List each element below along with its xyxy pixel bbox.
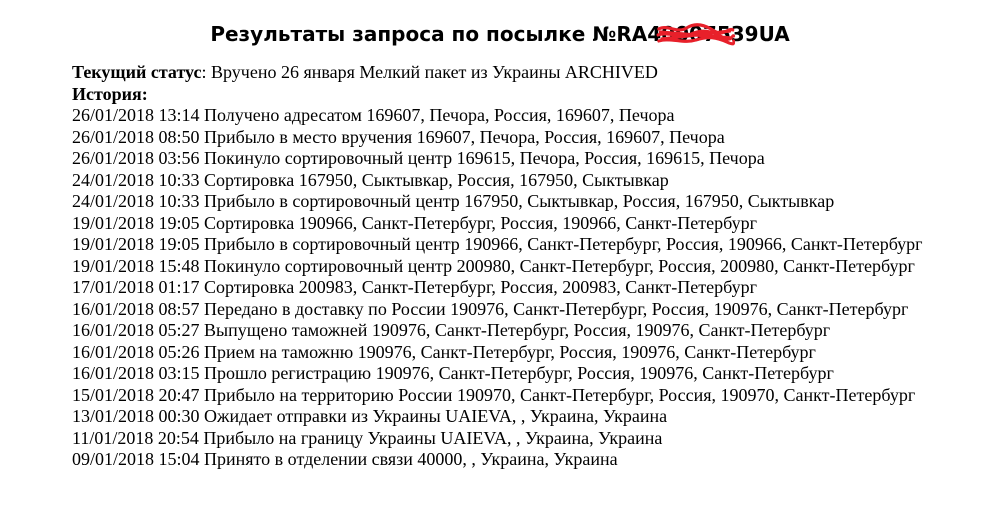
history-entry: 16/01/2018 08:57 Передано в доставку по России 190976, Санкт-Петербург, Россия, 190976, Санкт-Петербург (72, 298, 909, 319)
history-entry: 26/01/2018 08:50 Прибыло в место вручения 169607, Печора, Россия, 169607, Печора (72, 126, 725, 147)
history-entry: 26/01/2018 13:14 Получено адресатом 169607, Печора, Россия, 169607, Печора (72, 105, 675, 125)
page-title (0, 20, 1000, 48)
title-suffix: 39UA (730, 22, 790, 46)
history-entry: 15/01/2018 20:47 Прибыло на территорию России 190970, Санкт-Петербург, Россия, 190970, Санкт-Петербург (72, 384, 916, 405)
redacted-tracking-digits (661, 20, 731, 48)
red-scribble-redaction (657, 22, 735, 46)
history-entry: 19/01/2018 19:05 Сортировка 190966, Санкт-Петербург, Россия, 190966, Санкт-Петербург (72, 212, 757, 233)
status-separator: : (201, 62, 212, 82)
history-entry: 16/01/2018 03:15 Прошло регистрацию 190976, Санкт-Петербург, Россия, 190976, Санкт-Петербург (72, 363, 834, 383)
status-value: Вручено 26 января Мелкий пакет из Украины ARCHIVED (211, 62, 658, 82)
history-entry: 13/01/2018 00:30 Ожидает отправки из Украины UAIEVA, , Украина, Украина (72, 406, 668, 426)
history-entry: 09/01/2018 15:04 Принято в отделении связи 40000, , Украина, Украина (72, 449, 618, 469)
history-entry: 24/01/2018 10:33 Прибыло в сортировочный центр 167950, Сыктывкар, Россия, 167950, Сыктывкар (72, 191, 835, 211)
history-list (72, 105, 967, 471)
title-prefix: Результаты запроса по посылке №RA4 (210, 22, 662, 46)
history-entry: 19/01/2018 19:05 Прибыло в сортировочный центр 190966, Санкт-Петербург, Россия, 190966, Санкт-Петербург (72, 234, 923, 254)
history-entry: 26/01/2018 03:56 Покинуло сортировочный центр 169615, Печора, Россия, 169615, Печора (72, 148, 765, 168)
history-entry: 24/01/2018 10:33 Сортировка 167950, Сыктывкар, Россия, 167950, Сыктывкар (72, 169, 669, 190)
history-entry: 19/01/2018 15:48 Покинуло сортировочный центр 200980, Санкт-Петербург, Россия, 200980, Санкт-Петербург (72, 255, 915, 276)
history-entry: 11/01/2018 20:54 Прибыло на границу Украины UAIEVA, , Украина, Украина (72, 427, 663, 448)
history-heading: История: (72, 83, 148, 104)
tracking-details (72, 62, 967, 471)
redacted-digits-text: 00075 (661, 22, 731, 46)
current-status (72, 62, 967, 84)
history-entry: 16/01/2018 05:27 Выпущено таможней 190976, Санкт-Петербург, Россия, 190976, Санкт-Петербург (72, 320, 831, 340)
history-entry: 16/01/2018 05:26 Прием на таможню 190976, Санкт-Петербург, Россия, 190976, Санкт-Петербург (72, 341, 816, 362)
history-entry: 17/01/2018 01:17 Сортировка 200983, Санкт-Петербург, Россия, 200983, Санкт-Петербург (72, 277, 757, 297)
status-label: Текущий статус (72, 62, 202, 82)
